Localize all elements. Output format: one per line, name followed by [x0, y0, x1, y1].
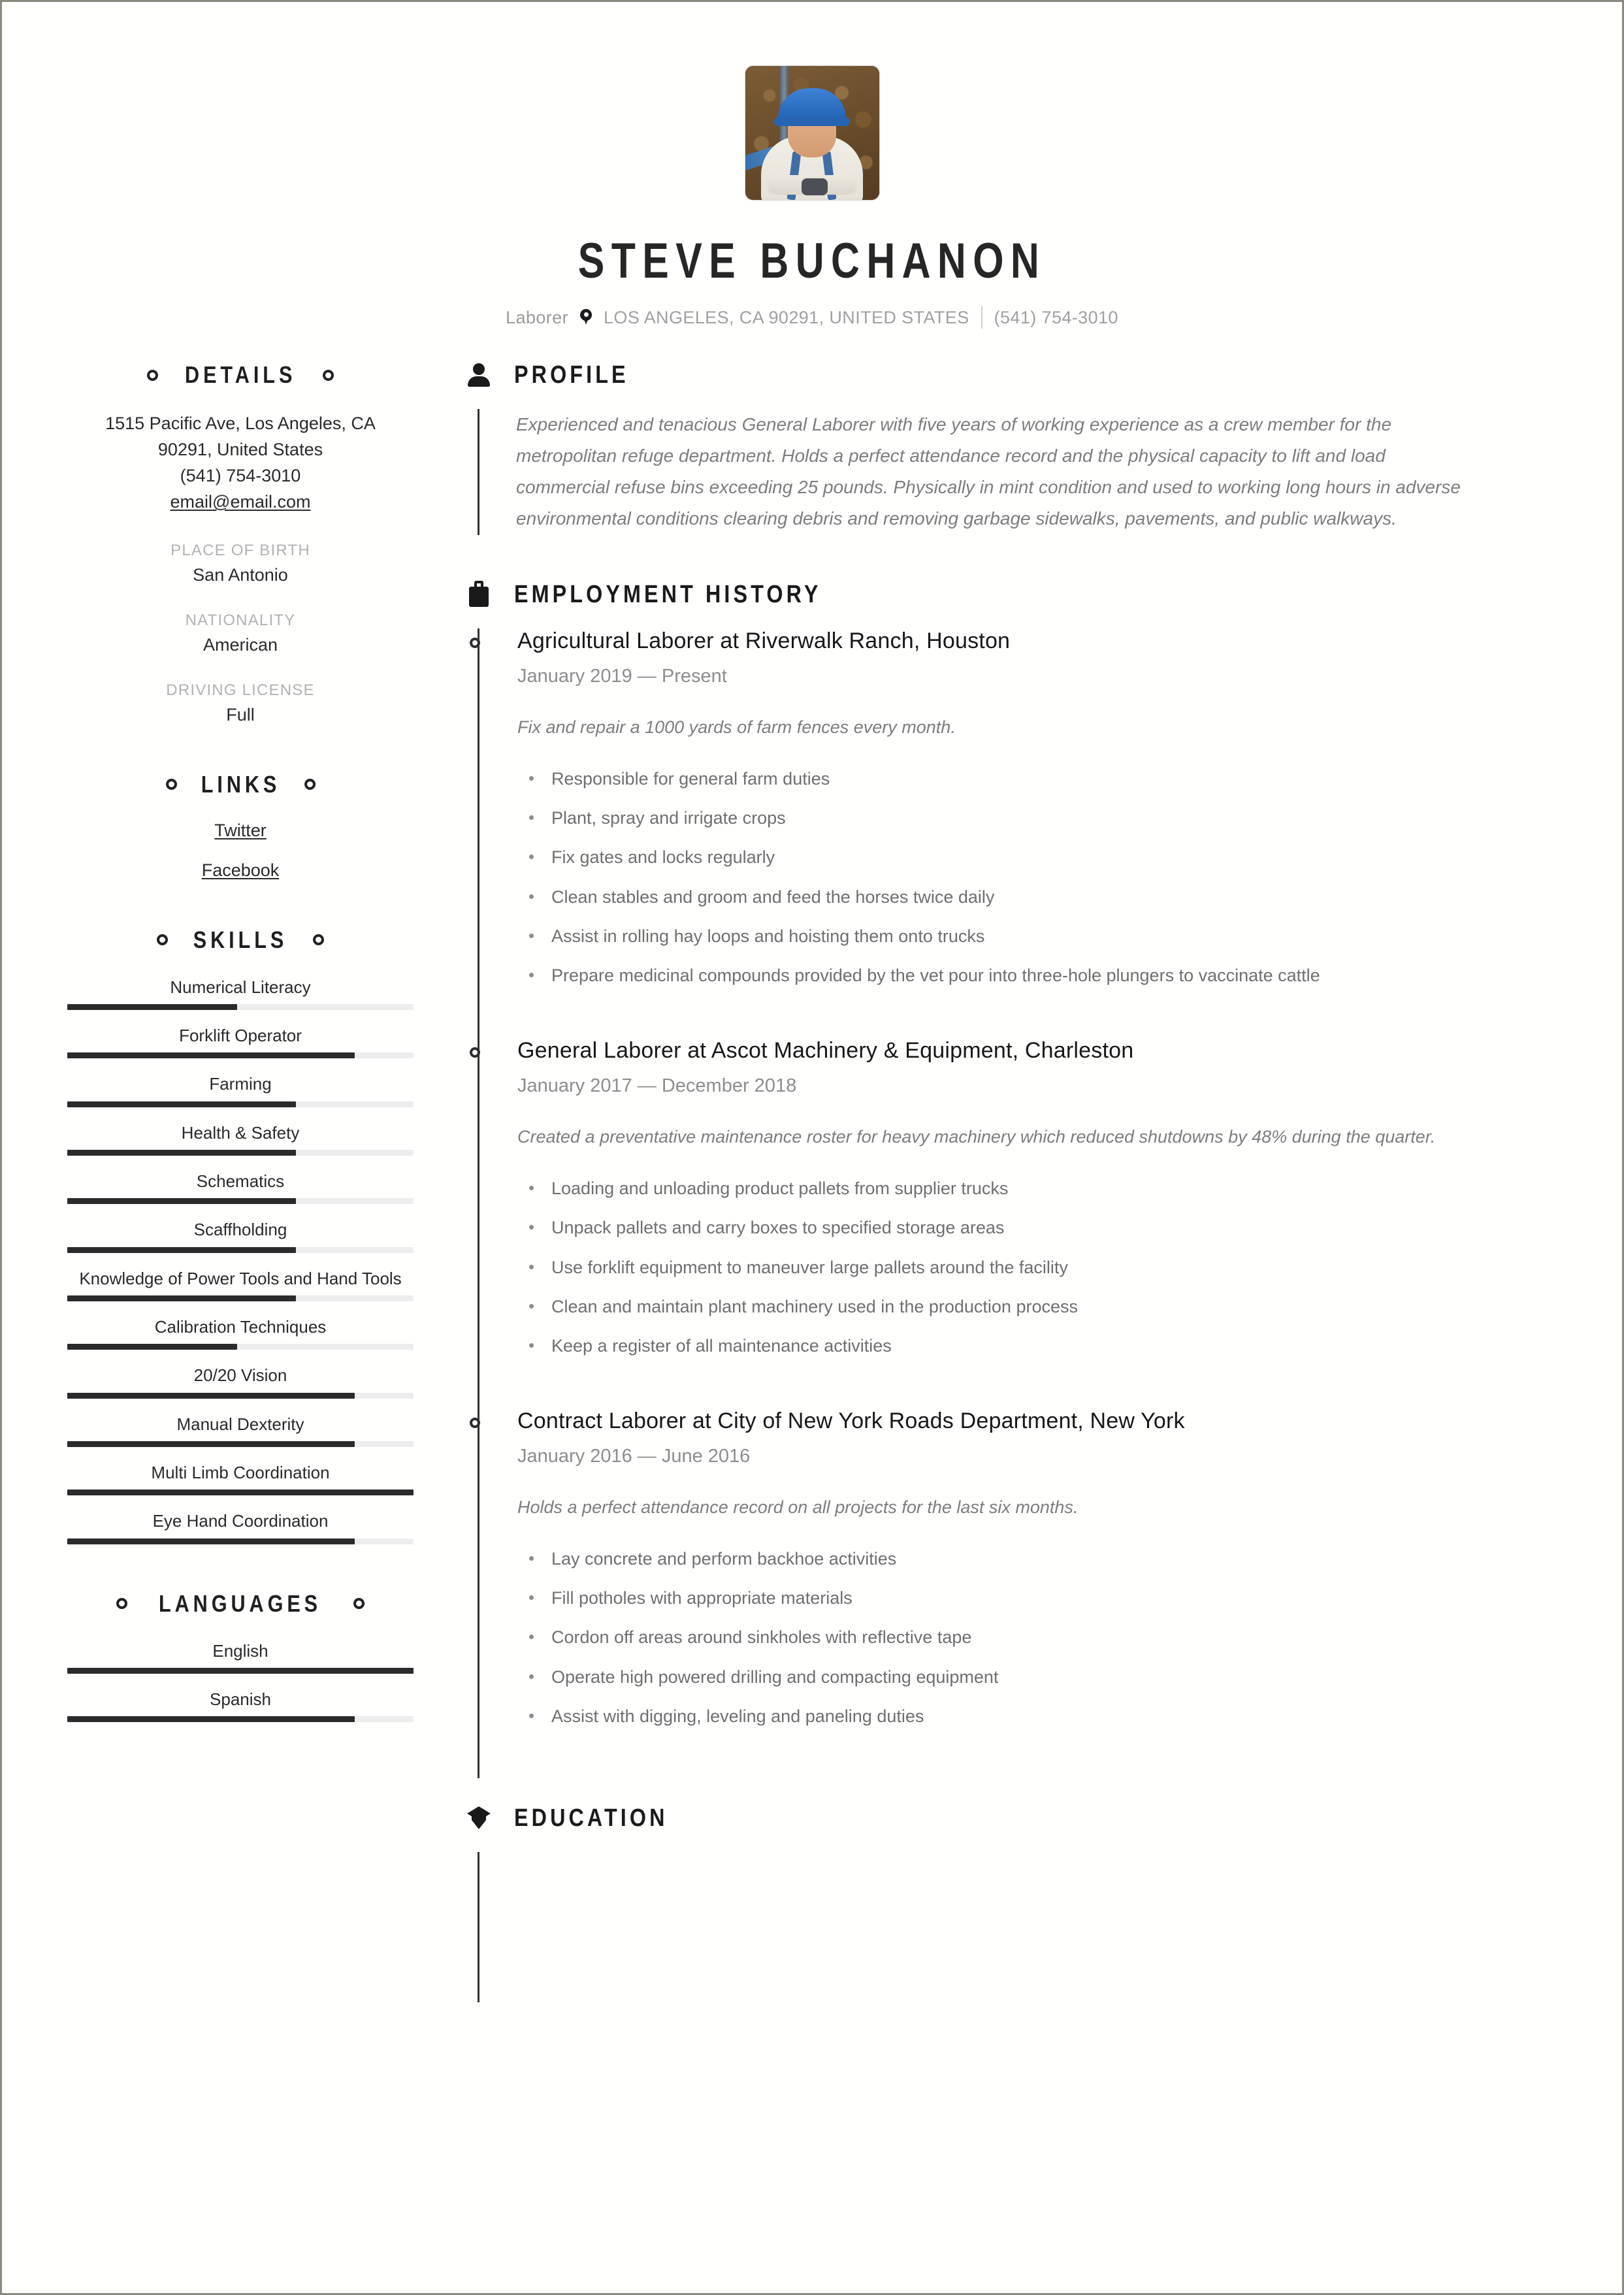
skill-meter [67, 1101, 414, 1107]
skill-label: Schematics [196, 1171, 285, 1192]
skill-meter-fill [67, 1538, 355, 1544]
skill-label: Manual Dexterity [176, 1414, 304, 1434]
skill-meter [67, 1393, 414, 1399]
skill-label: Eye Hand Coordination [152, 1511, 329, 1531]
job-title: Agricultural Laborer at Riverwalk Ranch, Houston [517, 628, 1011, 653]
skill-meter-fill [67, 1441, 355, 1447]
skill-label: Farming [209, 1074, 272, 1094]
skill-row [67, 1218, 414, 1252]
main-column [466, 361, 1544, 2002]
link-twitter[interactable]: Twitter [214, 820, 267, 840]
employment-heading-label: EMPLOYMENT HISTORY [514, 580, 822, 608]
ring-right-icon [304, 779, 316, 790]
skill-label: 20/20 Vision [193, 1365, 287, 1386]
job-bullet: Loading and unloading product pallets from supplier trucks [517, 1176, 1445, 1201]
skill-meter-fill [67, 1489, 414, 1495]
languages-heading [67, 1590, 414, 1618]
ring-right-icon [323, 370, 334, 381]
job-bullet: Operate high powered drilling and compacting equipment [517, 1665, 1445, 1689]
sidebar-section-languages [67, 1590, 414, 1723]
skill-row [67, 1024, 414, 1058]
graduation-cap-icon [466, 1805, 492, 1832]
sidebar-section-skills [67, 926, 414, 1544]
address-line-1: 1515 Pacific Ave, Los Angeles, CA [105, 414, 376, 433]
page-title: STEVE BUCHANON [577, 233, 1047, 289]
job-bullet: Keep a register of all maintenance activities [517, 1333, 1445, 1358]
skill-label: Numerical Literacy [170, 977, 311, 997]
job-summary: Fix and repair a 1000 yards of farm fences every month. [517, 717, 956, 737]
address-line-2: 90291, United States [157, 439, 323, 459]
ring-right-icon [353, 1598, 365, 1609]
skill-label: Forklift Operator [179, 1026, 302, 1046]
education-heading-label: EDUCATION [514, 1804, 668, 1832]
section-profile [466, 361, 1544, 535]
header-divider [981, 306, 983, 329]
skill-meter [67, 1198, 414, 1204]
skill-row [67, 1267, 414, 1301]
employment-rail [478, 628, 1544, 1779]
skill-label: Scaffholding [193, 1220, 287, 1240]
skill-meter-fill [67, 1101, 296, 1107]
languages-list [67, 1640, 414, 1723]
job-bullet: Clean stables and groom and feed the horses twice daily [517, 885, 1445, 909]
job-bullet: Fill potholes with appropriate materials [517, 1586, 1445, 1610]
job-bullet: Fix gates and locks regularly [517, 845, 1445, 870]
skill-meter [67, 1489, 414, 1495]
job-summary: Created a preventative maintenance roster for heavy machinery which reduced shutdowns by 48% during the quarter. [517, 1126, 1436, 1147]
job-bullet: Unpack pallets and carry boxes to specified storage areas [517, 1215, 1445, 1240]
education-rail [478, 1852, 1544, 2002]
skill-meter [67, 1247, 414, 1253]
language-row [67, 1688, 414, 1722]
job-dates: January 2017 — December 2018 [517, 1075, 797, 1096]
skill-meter [67, 1344, 414, 1350]
skill-meter [67, 1150, 414, 1156]
job-summary: Holds a perfect attendance record on all projects for the last six months. [517, 1497, 1079, 1517]
skills-list [67, 976, 414, 1544]
skill-row [67, 1073, 414, 1107]
skill-label: Multi Limb Coordination [151, 1462, 330, 1482]
ring-right-icon [313, 934, 324, 945]
nationality-value: American [203, 634, 278, 655]
skill-meter-fill [67, 1198, 296, 1204]
job-dates: January 2016 — June 2016 [517, 1445, 751, 1467]
hard-hat-brim [774, 117, 850, 126]
skill-label: Calibration Techniques [154, 1317, 327, 1337]
sidebar [67, 361, 414, 2002]
sidebar-phone: (541) 754-3010 [180, 465, 301, 485]
skill-row [67, 1316, 414, 1350]
skill-meter [67, 1295, 414, 1301]
links-heading-label: LINKS [201, 770, 280, 798]
links-list [67, 821, 414, 881]
job-role-label: Laborer [506, 307, 568, 327]
profile-text: Experienced and tenacious General Laborer with five years of working experience as a crew member for the metropolitan refuge department. Holds a perfect attendance record and the physical capacity to lift and load commercial refuse bins exceeding 25 pounds. Physically in mint condition and used to working long hours in adverse environmental conditions clearing debris and removing garbage sidewalks, pavements, and public walkways. [516, 414, 1461, 529]
job-title: Contract Laborer at City of New York Roads Department, New York [517, 1408, 1185, 1433]
language-meter [67, 1668, 414, 1674]
profile-heading [466, 361, 1544, 389]
job-bullet: Clean and maintain plant machinery used in the production process [517, 1294, 1445, 1319]
skill-row [67, 1364, 414, 1398]
language-label: Spanish [210, 1689, 271, 1709]
job-bullet: Plant, spray and irrigate crops [517, 806, 1445, 830]
job-bullet: Responsible for general farm duties [517, 766, 1445, 791]
ring-left-icon [116, 1598, 127, 1609]
skill-meter-fill [67, 1150, 296, 1156]
phone-label: (541) 754-3010 [994, 307, 1118, 327]
skill-row [67, 1510, 414, 1544]
skills-heading-label: SKILLS [193, 926, 288, 953]
resume-header [2, 2, 1622, 329]
job-dates: January 2019 — Present [517, 665, 727, 687]
education-heading [466, 1804, 1544, 1832]
job-bullet-list [517, 1546, 1544, 1729]
profile-photo [745, 66, 879, 200]
details-heading-label: DETAILS [184, 361, 297, 388]
header-subline [2, 306, 1622, 329]
sidebar-section-details [67, 361, 414, 725]
language-row [67, 1640, 414, 1674]
ring-left-icon [147, 370, 158, 381]
skill-label: Knowledge of Power Tools and Hand Tools [79, 1268, 402, 1288]
skills-heading [67, 926, 414, 954]
job-bullet: Prepare medicinal compounds provided by the vet pour into three-hole plungers to vaccinate cattle [517, 963, 1445, 988]
job-title: General Laborer at Ascot Machinery & Equipment, Charleston [517, 1037, 1134, 1063]
email-link[interactable]: email@email.com [170, 491, 311, 512]
timeline-dot-icon [470, 1047, 480, 1058]
map-pin-icon [580, 309, 592, 326]
ring-left-icon [166, 779, 177, 790]
job-bullet: Assist with digging, leveling and paneling duties [517, 1704, 1445, 1729]
section-education [466, 1804, 1544, 2002]
job-bullet: Cordon off areas around sinkholes with reflective tape [517, 1625, 1445, 1650]
language-meter-fill [67, 1716, 355, 1722]
skill-meter [67, 1052, 414, 1058]
skill-meter-fill [67, 1393, 355, 1399]
job-entry [517, 628, 1544, 1038]
skill-meter-fill [67, 1295, 296, 1301]
driving-license-value: Full [226, 704, 255, 724]
job-bullet-list [517, 1176, 1544, 1359]
skill-meter-fill [67, 1344, 237, 1350]
links-heading [67, 771, 414, 798]
languages-heading-label: LANGUAGES [159, 1589, 322, 1617]
place-of-birth-value: San Antonio [193, 564, 288, 585]
nationality-label: NATIONALITY [185, 611, 296, 629]
language-label: English [212, 1640, 268, 1661]
skill-meter-fill [67, 1247, 296, 1253]
skill-row [67, 1461, 414, 1495]
skill-meter [67, 1441, 414, 1447]
location-label: LOS ANGELES, CA 90291, UNITED STATES [604, 307, 969, 327]
section-employment [466, 581, 1544, 1779]
timeline-dot-icon [470, 1418, 480, 1428]
person-icon [466, 362, 492, 389]
job-entry [517, 1408, 1544, 1779]
sidebar-section-links [67, 771, 414, 881]
job-bullet: Assist in rolling hay loops and hoisting them onto trucks [517, 924, 1445, 949]
driving-license-label: DRIVING LICENSE [166, 681, 315, 699]
photo-glove [802, 178, 828, 195]
job-bullet-list [517, 766, 1544, 988]
ring-left-icon [157, 934, 168, 945]
skill-row [67, 976, 414, 1010]
resume-body [2, 329, 1622, 2002]
language-meter-fill [67, 1668, 414, 1674]
language-meter [67, 1716, 414, 1722]
details-heading [67, 361, 414, 389]
job-bullet: Use forklift equipment to maneuver large pallets around the facility [517, 1255, 1445, 1280]
skill-meter-fill [67, 1004, 237, 1010]
employment-heading [466, 581, 1544, 609]
skill-meter-fill [67, 1052, 355, 1058]
link-facebook[interactable]: Facebook [201, 860, 280, 880]
skill-label: Health & Safety [181, 1122, 300, 1143]
skill-meter [67, 1538, 414, 1544]
profile-rail [478, 409, 1544, 535]
profile-heading-label: PROFILE [514, 361, 629, 389]
skill-row [67, 1413, 414, 1447]
briefcase-icon [466, 581, 492, 608]
job-bullet: Lay concrete and perform backhoe activities [517, 1546, 1445, 1571]
skill-row [67, 1122, 414, 1156]
skill-row [67, 1170, 414, 1204]
place-of-birth-label: PLACE OF BIRTH [171, 541, 310, 559]
timeline-dot-icon [470, 638, 480, 648]
job-entry [517, 1038, 1544, 1408]
skill-meter [67, 1004, 414, 1010]
